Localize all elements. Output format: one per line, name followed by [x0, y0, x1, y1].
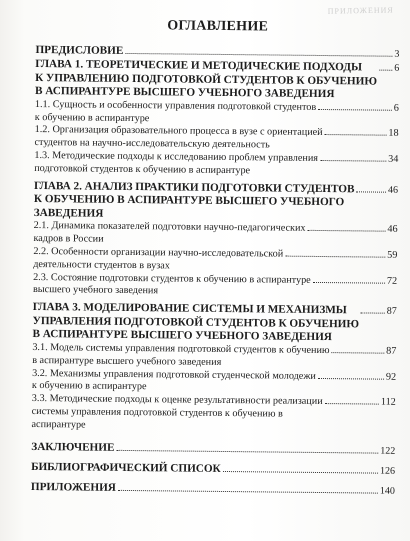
toc-entry-appendices[interactable] — [31, 480, 395, 499]
entry-page: 112 — [380, 396, 396, 408]
entry-page: 3 — [394, 48, 400, 60]
toc-chapter-3[interactable] — [32, 301, 396, 346]
toc-section-3-2[interactable] — [32, 367, 396, 396]
toc-section-1-1[interactable] — [35, 99, 399, 128]
section-label: 1.2. Организация образовательного процесса в вузе с ориентацией студентов на научно-исследовательскую деятельность — [34, 124, 323, 151]
dot-leader — [318, 109, 392, 111]
dot-leader — [318, 377, 384, 379]
dot-leader — [223, 471, 378, 474]
chapter-title: ГЛАВА 1. ТЕОРЕТИЧЕСКИЕ И МЕТОДИЧЕСКИЕ ПОДХОДЫ К УПРАВЛЕНИЮ ПОДГОТОВКОЙ СТУДЕНТОВ К ОБУЧЕНИЮ В АСПИРАНТУРЕ ВЫСШЕГО УЧЕБНОГО ЗАВЕДЕНИЯ — [34, 57, 378, 101]
section-label: 1.3. Методические подходы к исследованию проблем управления подготовкой студентов к обучению в аспирантуре — [34, 149, 319, 177]
bleed-through-text: ПРИЛОЖЕНИЯ — [327, 5, 394, 16]
entry-page: 140 — [379, 486, 395, 498]
table-of-contents — [31, 0, 400, 499]
entry-label: ЗАКЛЮЧЕНИЕ — [31, 441, 115, 455]
entry-page: 46 — [387, 224, 398, 236]
entry-page: 46 — [387, 184, 399, 196]
entry-page: 6 — [393, 102, 399, 114]
section-label: 3.2. Механизмы управления подготовкой студенческой молодежи к обучению в аспирантуре — [31, 367, 316, 393]
dot-leader — [325, 403, 379, 405]
toc-section-2-2[interactable] — [33, 246, 397, 275]
toc-section-3-1[interactable] — [32, 342, 396, 371]
chapter-title: ГЛАВА 3. МОДЕЛИРОВАНИЕ СИСТЕМЫ И МЕХАНИЗМЫ УПРАВЛЕНИЯ ПОДГОТОВКОЙ СТУДЕНТОВ К ОБУЧЕНИЮ В АСПИРАНТУРЕ ВЫСШЕГО УЧЕБНОГО ЗАВЕДЕНИЯ — [32, 301, 360, 344]
section-label: 2.2. Особенности организации научно-исследовательской деятельности студентов в вузах — [33, 245, 284, 272]
entry-page: 87 — [386, 305, 397, 317]
entry-page: 59 — [387, 249, 398, 261]
section-label: 2.1. Динамика показателей подготовки научно-педагогических кадров в России — [33, 220, 306, 245]
entry-label: ПРИЛОЖЕНИЯ — [30, 481, 116, 495]
entry-page: 122 — [380, 446, 396, 458]
toc-title: ОГЛАВЛЕНИЕ — [167, 18, 269, 35]
entry-page: 6 — [394, 62, 400, 74]
dot-leader — [308, 230, 386, 232]
dot-leader — [285, 256, 385, 258]
dot-leader — [320, 160, 386, 162]
dot-leader — [379, 70, 392, 71]
entry-page: 18 — [388, 128, 399, 140]
toc-section-2-1[interactable] — [33, 220, 397, 249]
dot-leader — [116, 450, 378, 454]
toc-chapter-1[interactable] — [35, 58, 399, 103]
entry-page: 72 — [386, 275, 398, 287]
toc-entry-bibliography[interactable] — [31, 460, 395, 479]
dot-leader — [332, 352, 385, 354]
dot-leader — [356, 191, 386, 192]
toc-section-2-3[interactable] — [33, 272, 397, 301]
entry-page: 34 — [388, 153, 399, 165]
dot-leader — [125, 53, 392, 57]
section-label: 3.1. Модель системы управления подготовкой студентов к обучению в аспирантуре высшего учебного заведения — [32, 341, 330, 368]
entry-page: 92 — [385, 371, 397, 383]
toc-section-1-2[interactable] — [34, 124, 398, 153]
entry-label: ПРЕДИСЛОВИЕ — [35, 43, 124, 57]
toc-section-3-3[interactable] — [31, 393, 395, 435]
dot-leader — [313, 281, 385, 283]
section-label: 2.3. Состояние подготовки студентов к обучению в аспирантуре высшего учебного заведения — [32, 271, 311, 297]
entry-page: 126 — [380, 466, 396, 478]
section-label: 3.3. Методические подходы к оценке результативности реализации системы управления подготовкой студентов к обучению в аспирантуре — [31, 393, 323, 431]
toc-section-1-3[interactable] — [34, 150, 398, 179]
entry-page: 87 — [386, 345, 397, 357]
section-label: 1.1. Сущность и особенности управления подготовкой студентов к обучению в аспирантуре — [34, 98, 317, 124]
toc-entry-conclusion[interactable] — [31, 440, 395, 459]
dot-leader — [118, 490, 378, 494]
dot-leader — [325, 134, 387, 136]
toc-chapter-2[interactable] — [34, 180, 398, 225]
entry-label: БИБЛИОГРАФИЧЕСКИЙ СПИСОК — [31, 461, 221, 476]
chapter-title: ГЛАВА 2. АНАЛИЗ ПРАКТИКИ ПОДГОТОВКИ СТУДЕНТОВ К ОБУЧЕНИЮ В АСПИРАНТУРЕ ВЫСШЕГО УЧЕБНОГО ЗАВЕДЕНИЯ — [33, 179, 355, 220]
dot-leader — [361, 313, 385, 314]
